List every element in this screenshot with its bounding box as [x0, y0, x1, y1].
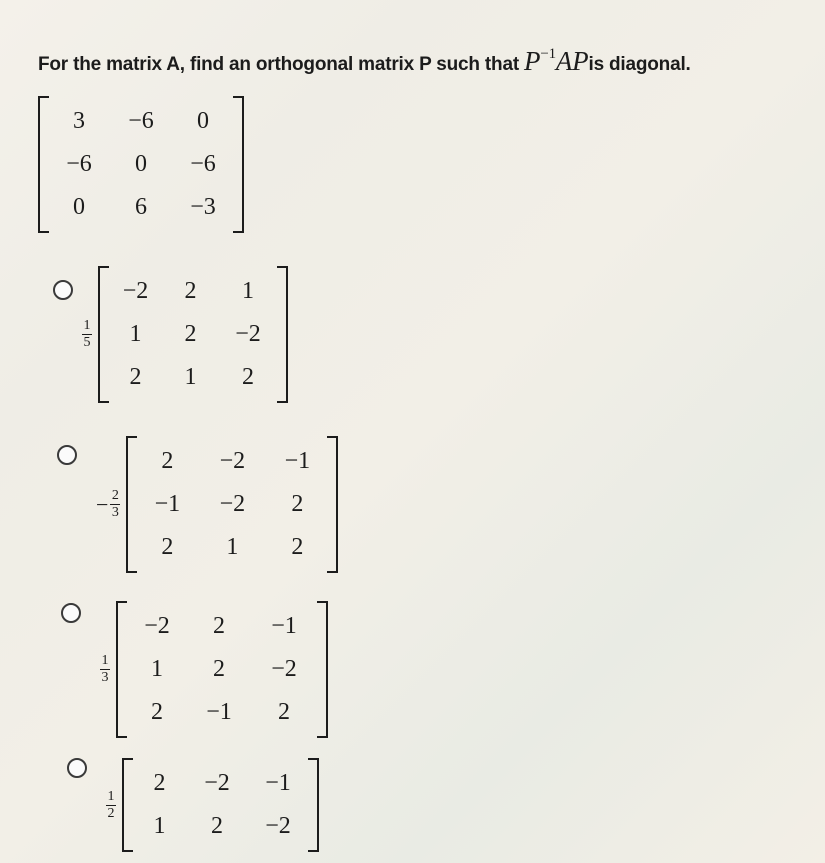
matrix-cell: −6 — [66, 151, 92, 177]
matrix-cell: −2 — [265, 813, 291, 839]
matrix-cell: 2 — [184, 321, 197, 347]
option-fraction — [106, 790, 116, 821]
matrix-cell: 2 — [242, 364, 254, 390]
matrix-cell: −2 — [144, 613, 170, 639]
fraction-numerator: 1 — [83, 318, 91, 333]
option-sign: − — [96, 491, 109, 517]
matrix-cell: 2 — [211, 813, 223, 839]
matrix-cell: −6 — [128, 108, 154, 134]
matrix-cell: 0 — [197, 108, 209, 134]
matrix-cell: 2 — [213, 656, 225, 682]
matrix-cell: −1 — [154, 491, 181, 517]
matrix-cell: −6 — [190, 151, 216, 177]
option-2-matrix — [126, 440, 338, 569]
matrix-cell: −3 — [190, 194, 216, 220]
option-1[interactable] — [80, 270, 288, 399]
matrix-cell: −1 — [271, 613, 297, 639]
matrix-cell: 2 — [213, 613, 225, 639]
matrix-cell: 2 — [184, 278, 197, 304]
fraction-numerator: 1 — [107, 788, 115, 804]
matrix-cell: 2 — [153, 770, 166, 796]
option-fraction — [82, 319, 92, 350]
matrix-cell: 1 — [153, 813, 166, 839]
question-suffix: is diagonal. — [588, 54, 691, 75]
option-1-radio[interactable] — [53, 280, 73, 300]
fraction-denominator: 3 — [101, 670, 109, 685]
option-3-radio[interactable] — [61, 603, 81, 623]
matrix-cell: 6 — [135, 194, 147, 220]
matrix-cell: 2 — [291, 491, 304, 517]
math-exponent: −1 — [540, 46, 556, 62]
matrix-cell: −2 — [122, 278, 149, 304]
question-text — [38, 46, 691, 77]
matrix-cell: 1 — [129, 321, 142, 347]
matrix-cell: −1 — [206, 699, 232, 725]
matrix-cell: 2 — [161, 534, 174, 560]
matrix-cell: 0 — [73, 194, 85, 220]
matrix-a — [38, 100, 244, 229]
matrix-cell: −2 — [235, 321, 261, 347]
fraction-denominator: 2 — [107, 805, 115, 821]
matrix-cell: −2 — [204, 770, 230, 796]
option-2[interactable] — [96, 440, 338, 569]
matrix-cell: 2 — [129, 364, 142, 390]
matrix-cell: 1 — [184, 364, 197, 390]
matrix-cell: 2 — [161, 448, 174, 474]
matrix-cell: −2 — [219, 448, 246, 474]
matrix-cell: 1 — [242, 278, 254, 304]
matrix-cell: 2 — [151, 699, 163, 725]
matrix-cell: −2 — [271, 656, 297, 682]
fraction-numerator: 1 — [101, 653, 109, 668]
fraction-numerator: 2 — [111, 488, 119, 503]
math-ap: AP — [555, 46, 589, 76]
option-4[interactable] — [104, 762, 319, 848]
matrix-cell: −1 — [265, 770, 291, 796]
option-fraction — [100, 654, 110, 685]
matrix-a-grid — [38, 100, 244, 229]
math-p: P — [524, 46, 541, 76]
matrix-cell: 1 — [151, 656, 163, 682]
fraction-denominator: 3 — [111, 505, 119, 520]
option-4-radio[interactable] — [67, 758, 87, 778]
matrix-cell: −2 — [219, 491, 246, 517]
option-3-matrix — [116, 605, 328, 734]
option-1-matrix — [98, 270, 288, 399]
matrix-cell: 1 — [226, 534, 239, 560]
matrix-cell: 3 — [73, 108, 85, 134]
matrix-cell: 2 — [278, 699, 290, 725]
option-2-radio[interactable] — [57, 445, 77, 465]
matrix-cell: −1 — [284, 448, 311, 474]
fraction-denominator: 5 — [83, 335, 91, 350]
matrix-cell: 0 — [135, 151, 147, 177]
option-3[interactable] — [98, 605, 328, 734]
matrix-cell: 2 — [291, 534, 304, 560]
option-4-matrix — [122, 762, 319, 848]
option-fraction — [110, 489, 120, 520]
question-prefix: For the matrix A, find an orthogonal matrix P such that — [38, 54, 525, 75]
